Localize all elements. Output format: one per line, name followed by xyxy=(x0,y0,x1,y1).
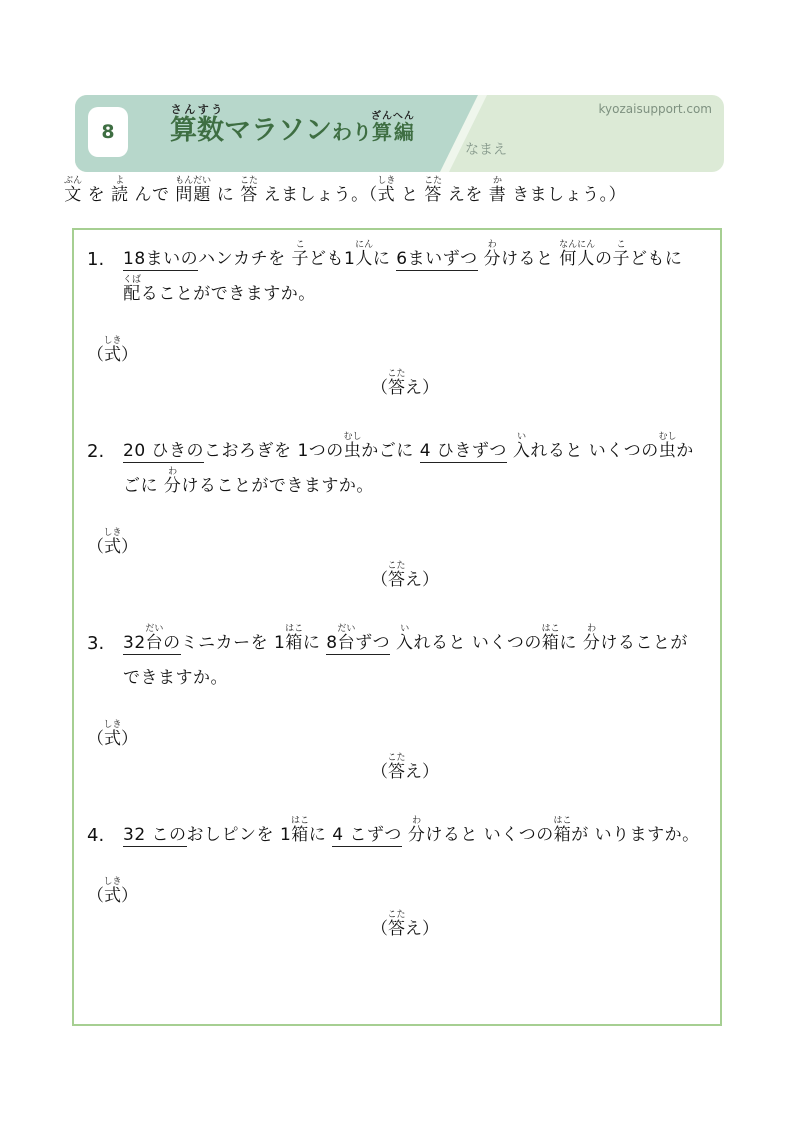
answer-label: （答こたえ） xyxy=(371,910,439,939)
answer-label: （答こたえ） xyxy=(371,753,439,782)
page-number-badge xyxy=(88,107,128,157)
problem-number: 2. xyxy=(87,441,105,462)
name-label: なまえ xyxy=(465,142,507,158)
problem-number: 4. xyxy=(87,825,105,846)
formula-label: （式しき） xyxy=(87,528,138,557)
header-banner xyxy=(75,95,724,172)
site-watermark: kyozaisupport.com xyxy=(598,102,712,116)
page-number: 8 xyxy=(101,121,115,143)
problem-2 xyxy=(87,432,706,590)
formula-label: （式しき） xyxy=(87,336,138,365)
problem-text: 32台だいのミニカーを 1箱はこに 8台だいずつ 入いれると いくつの箱はこに 分わけることが できますか。 xyxy=(123,624,688,688)
formula-label: （式しき） xyxy=(87,877,138,906)
problems-box xyxy=(72,228,722,1026)
instruction-text: 文ぶん を 読よ んで 問題もんだい に 答こた えましょう。（式しき と 答こた えを 書か きましょう。） xyxy=(64,176,627,205)
problem-4 xyxy=(87,816,706,939)
answer-label: （答こたえ） xyxy=(371,561,439,590)
problem-1 xyxy=(87,240,706,398)
title-main: 算数さんすうマラソン xyxy=(170,103,332,146)
problem-number: 1. xyxy=(87,249,105,270)
problem-text: 20 ひきのこおろぎを 1つの虫むしかごに 4 ひきずつ 入いれると いくつの虫むしか ごに 分わけることができますか。 xyxy=(123,432,694,496)
problem-3 xyxy=(87,624,706,782)
answer-label: （答こたえ） xyxy=(371,369,439,398)
title-sub: わり算編ざんへん xyxy=(332,111,415,144)
page-title xyxy=(170,103,415,147)
problem-number: 3. xyxy=(87,633,105,654)
problem-text: 18まいのハンカチを 子こども1人にんに 6まいずつ 分わけると 何人なんにんの子こどもに 配くばることができますか。 xyxy=(123,240,683,304)
formula-label: （式しき） xyxy=(87,720,138,749)
problem-text: 32 このおしピンを 1箱はこに 4 こずつ 分わけると いくつの箱はこが いりますか。 xyxy=(123,816,700,845)
